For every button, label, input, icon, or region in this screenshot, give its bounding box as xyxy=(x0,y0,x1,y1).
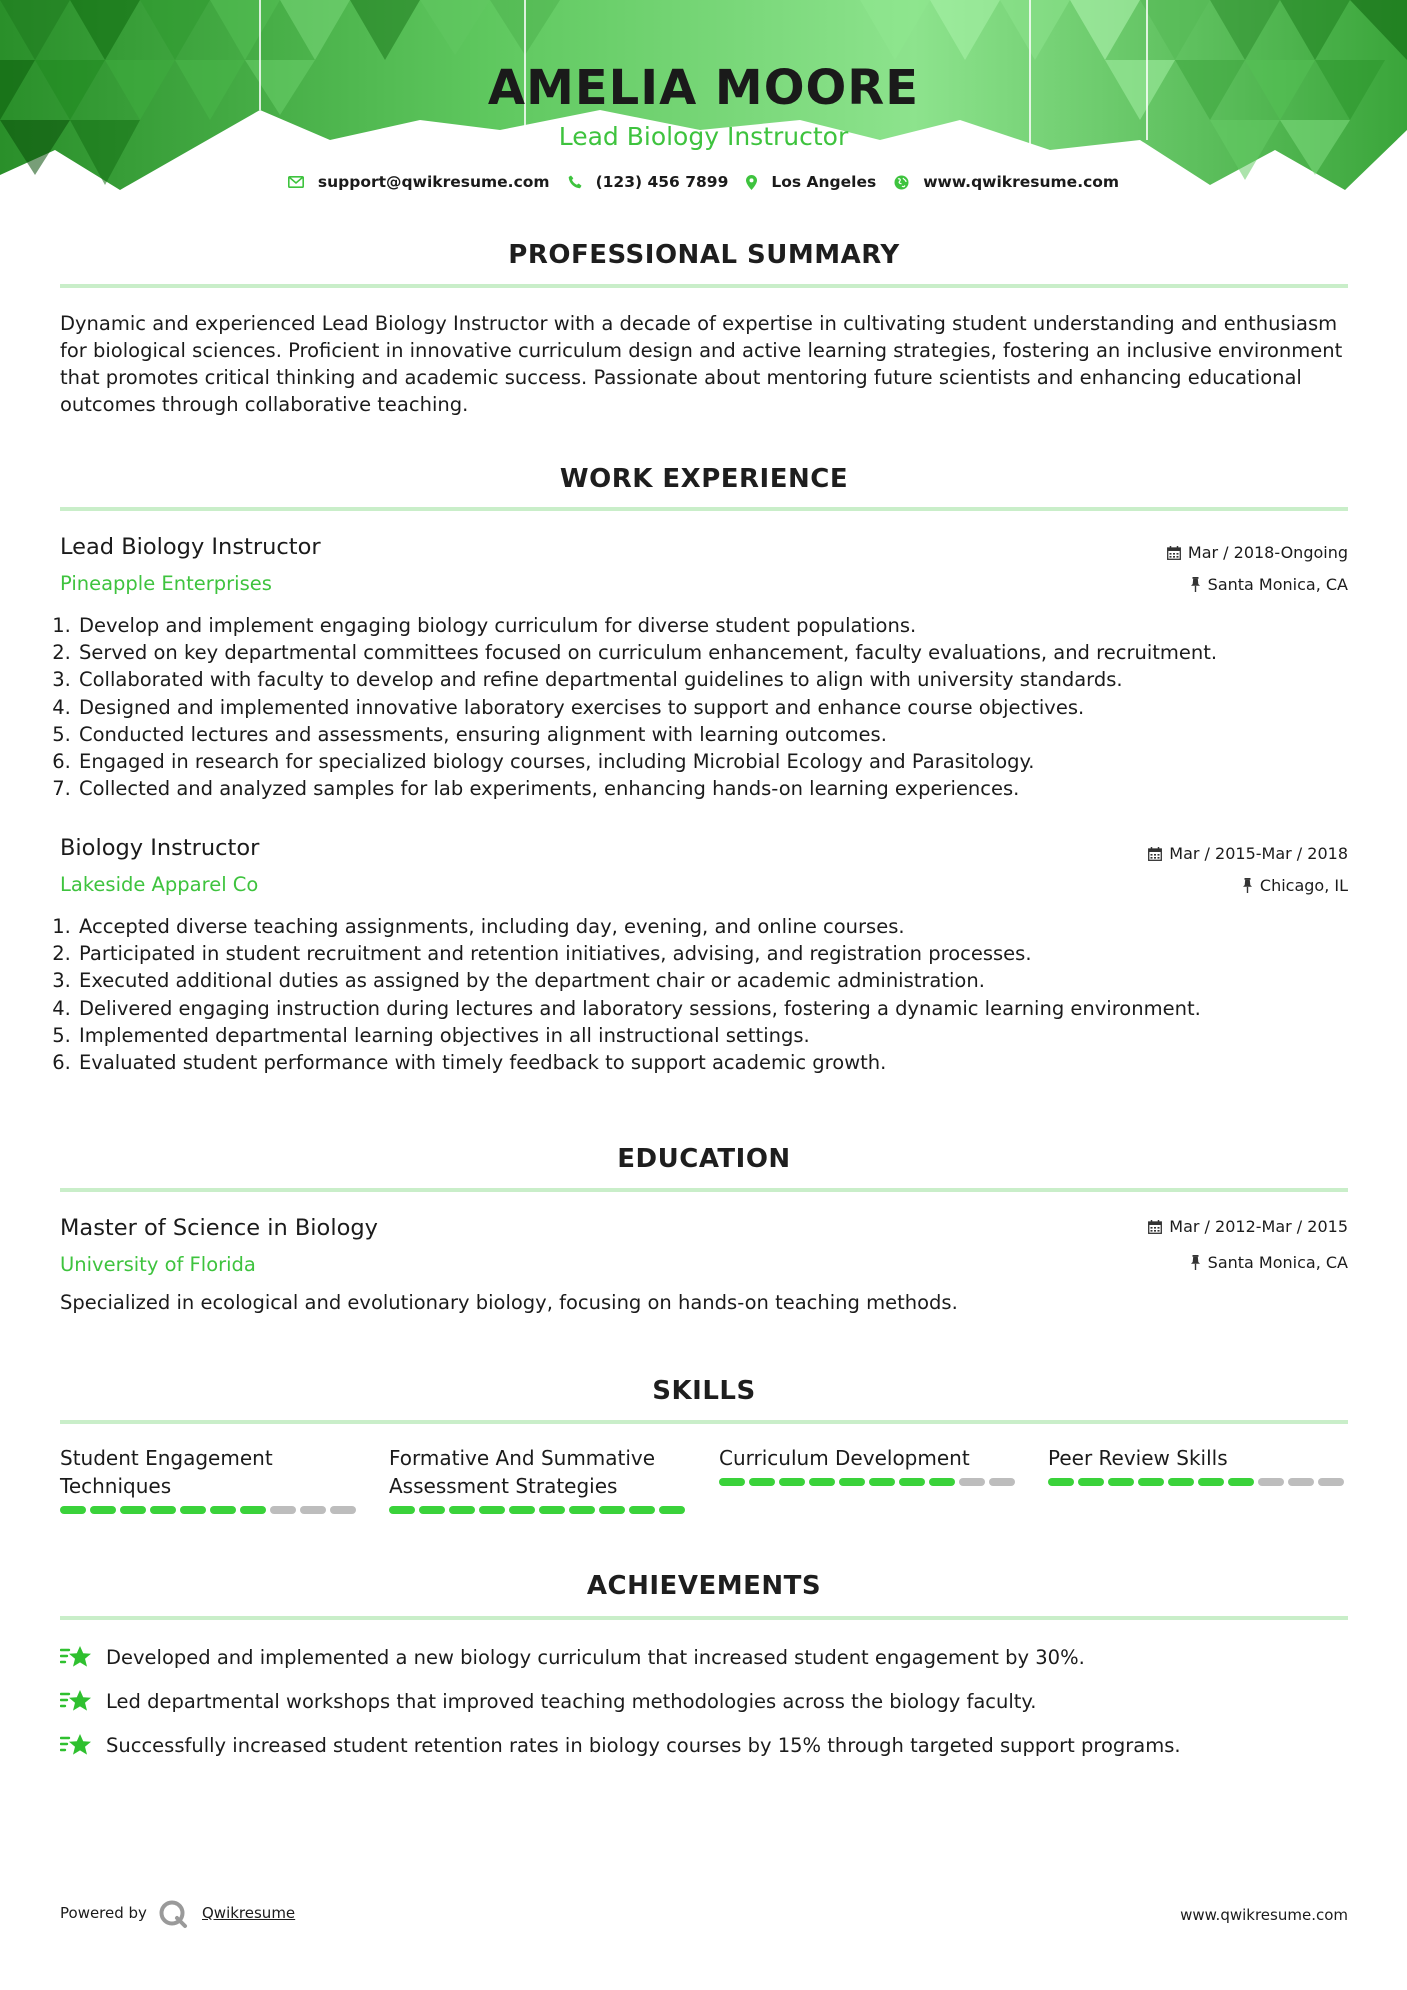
skill-level-segment xyxy=(749,1478,775,1486)
skill-level-segment xyxy=(1228,1478,1254,1486)
skill-level-segment xyxy=(569,1506,595,1514)
skill-item xyxy=(389,1444,689,1514)
job-dates-text: Mar / 2018-Ongoing xyxy=(1187,543,1348,562)
skills-heading: SKILLS xyxy=(652,1376,756,1406)
job-company: Lakeside Apparel Co xyxy=(60,873,259,896)
phone-icon xyxy=(568,175,582,189)
job-role: Lead Biology Instructor xyxy=(60,534,321,560)
skill-level-segment xyxy=(1288,1478,1314,1486)
skill-name-line: Assessment Strategies xyxy=(389,1474,618,1498)
list-item: 1. Accepted diverse teaching assignments, including day, evening, and online courses. xyxy=(77,913,1367,940)
skill-level-segment xyxy=(1078,1478,1104,1486)
summary-divider xyxy=(60,284,1348,288)
achievements-divider xyxy=(60,1616,1348,1620)
skill-name xyxy=(60,1444,360,1500)
skill-item xyxy=(1048,1444,1348,1486)
qwikresume-link[interactable]: Qwikresume xyxy=(202,1904,296,1922)
skills-divider xyxy=(60,1420,1348,1424)
job-location xyxy=(1242,876,1348,895)
skill-name-line: Student Engagement xyxy=(60,1446,273,1470)
job-dates xyxy=(1167,543,1348,562)
skill-level-segment xyxy=(869,1478,895,1486)
education-dates xyxy=(1148,1217,1348,1236)
skill-level-segment xyxy=(120,1506,146,1514)
skill-level-segment xyxy=(210,1506,236,1514)
skill-name: Curriculum Development xyxy=(719,1446,970,1470)
pushpin-icon xyxy=(1190,577,1201,592)
contact-phone[interactable] xyxy=(568,173,729,191)
skill-level-segment xyxy=(180,1506,206,1514)
list-item: 7. Collected and analyzed samples for lab experiments, enhancing hands-on learning experiences. xyxy=(77,775,1367,802)
skill-level-segment xyxy=(539,1506,565,1514)
education-location xyxy=(1190,1253,1348,1272)
achievement-text: Led departmental workshops that improved teaching methodologies across the biology faculty. xyxy=(106,1689,1037,1713)
education-heading: EDUCATION xyxy=(617,1144,791,1174)
achievement-item xyxy=(60,1644,1085,1670)
job-dates xyxy=(1148,844,1348,863)
skill-level-segment xyxy=(1318,1478,1344,1486)
education-divider xyxy=(60,1188,1348,1192)
skill-level-segment xyxy=(599,1506,625,1514)
skill-level-bar xyxy=(60,1506,360,1514)
achievement-text: Developed and implemented a new biology curriculum that increased student engagement by 30%. xyxy=(106,1645,1085,1669)
job-responsibilities xyxy=(53,913,1367,1076)
skill-level-segment xyxy=(929,1478,955,1486)
job-location xyxy=(1190,575,1348,594)
skill-level-segment xyxy=(959,1478,985,1486)
education-location-text: Santa Monica, CA xyxy=(1207,1253,1348,1272)
skill-level-segment xyxy=(779,1478,805,1486)
list-item: 3. Collaborated with faculty to develop and refine departmental guidelines to align with university standards. xyxy=(77,666,1367,693)
location-text: Los Angeles xyxy=(771,173,877,191)
skill-level-segment xyxy=(839,1478,865,1486)
degree-title: Master of Science in Biology xyxy=(60,1215,378,1241)
list-item: 4. Delivered engaging instruction during lectures and laboratory sessions, fostering a dynamic learning environment. xyxy=(77,995,1367,1022)
skill-level-segment xyxy=(899,1478,925,1486)
skill-level-segment xyxy=(449,1506,475,1514)
skill-name xyxy=(389,1444,689,1500)
skill-name-line: Techniques xyxy=(60,1474,172,1498)
star-icon xyxy=(60,1688,93,1714)
map-pin-icon xyxy=(746,175,757,190)
job-role: Biology Instructor xyxy=(60,835,260,861)
job-responsibilities xyxy=(53,612,1367,802)
list-item: 6. Evaluated student performance with timely feedback to support academic growth. xyxy=(77,1049,1367,1076)
skill-level-segment xyxy=(330,1506,356,1514)
skill-level-bar xyxy=(1048,1478,1348,1486)
contact-website[interactable] xyxy=(894,173,1119,191)
list-item: 2. Served on key departmental committees focused on curriculum enhancement, faculty evaluations, and recruitment. xyxy=(77,639,1367,666)
summary-text: Dynamic and experienced Lead Biology Instructor with a decade of expertise in cultivating student understanding and enthusiasm for biological sciences. Proficient in innovative curriculum design and active learning strategies, fostering an inclusive environment that promotes critical thinking and academic success. Passionate about mentoring future scientists and enhancing educational outcomes through collaborative teaching. xyxy=(60,312,1343,416)
experience-divider xyxy=(60,507,1348,511)
skill-name-line: Formative And Summative xyxy=(389,1446,656,1470)
achievement-item xyxy=(60,1732,1181,1758)
list-item: 2. Participated in student recruitment and retention initiatives, advising, and registration processes. xyxy=(77,940,1367,967)
contact-location xyxy=(746,173,876,191)
skill-level-segment xyxy=(989,1478,1015,1486)
globe-icon xyxy=(894,175,909,190)
list-item: 4. Designed and implemented innovative laboratory exercises to support and enhance course objectives. xyxy=(77,694,1367,721)
star-icon xyxy=(60,1732,93,1758)
skill-level-segment xyxy=(719,1478,745,1486)
job-location-text: Santa Monica, CA xyxy=(1207,575,1348,594)
skill-level-segment xyxy=(419,1506,445,1514)
education-description: Specialized in ecological and evolutionary biology, focusing on hands-on teaching methods. xyxy=(60,1291,958,1314)
experience-heading: WORK EXPERIENCE xyxy=(559,464,849,494)
calendar-icon xyxy=(1148,1220,1162,1234)
qwikresume-logo-icon xyxy=(158,1899,188,1929)
skill-level-segment xyxy=(809,1478,835,1486)
envelope-icon xyxy=(288,176,304,188)
footer-website[interactable]: www.qwikresume.com xyxy=(1180,1906,1348,1924)
skill-name: Peer Review Skills xyxy=(1048,1446,1228,1470)
job-location-text: Chicago, IL xyxy=(1259,876,1348,895)
powered-by-label: Powered by xyxy=(60,1904,147,1922)
skill-level-segment xyxy=(1198,1478,1224,1486)
skill-level-segment xyxy=(270,1506,296,1514)
skill-level-segment xyxy=(629,1506,655,1514)
pushpin-icon xyxy=(1190,1255,1201,1270)
email-text: support@qwikresume.com xyxy=(317,173,550,191)
skill-item xyxy=(719,1444,1019,1486)
contact-bar xyxy=(0,173,1407,191)
candidate-name: AMELIA MOORE xyxy=(487,60,920,116)
skill-level-segment xyxy=(90,1506,116,1514)
skill-level-segment xyxy=(509,1506,535,1514)
list-item: 5. Implemented departmental learning objectives in all instructional settings. xyxy=(77,1022,1367,1049)
skill-level-segment xyxy=(1138,1478,1164,1486)
skill-level-segment xyxy=(1048,1478,1074,1486)
list-item: 3. Executed additional duties as assigned by the department chair or academic administration. xyxy=(77,967,1367,994)
calendar-icon xyxy=(1148,847,1162,861)
skill-item xyxy=(60,1444,360,1514)
skill-level-segment xyxy=(479,1506,505,1514)
skill-level-segment xyxy=(1258,1478,1284,1486)
list-item: 6. Engaged in research for specialized biology courses, including Microbial Ecology and Parasitology. xyxy=(77,748,1367,775)
skill-level-bar xyxy=(389,1506,689,1514)
skill-level-segment xyxy=(300,1506,326,1514)
candidate-title: Lead Biology Instructor xyxy=(558,122,849,151)
list-item: 5. Conducted lectures and assessments, ensuring alignment with learning outcomes. xyxy=(77,721,1367,748)
phone-text: (123) 456 7899 xyxy=(595,173,729,191)
website-text: www.qwikresume.com xyxy=(923,173,1120,191)
education-dates-text: Mar / 2012-Mar / 2015 xyxy=(1169,1217,1348,1236)
skill-level-segment xyxy=(240,1506,266,1514)
achievements-heading: ACHIEVEMENTS xyxy=(586,1571,822,1601)
job-dates-text: Mar / 2015-Mar / 2018 xyxy=(1169,844,1348,863)
summary-heading: PROFESSIONAL SUMMARY xyxy=(508,240,900,270)
star-icon xyxy=(60,1644,93,1670)
skill-level-segment xyxy=(659,1506,685,1514)
skill-level-segment xyxy=(150,1506,176,1514)
job-company: Pineapple Enterprises xyxy=(60,572,272,595)
list-item: 1. Develop and implement engaging biology curriculum for diverse student populations. xyxy=(77,612,1367,639)
achievement-text: Successfully increased student retention rates in biology courses by 15% through targeted support programs. xyxy=(106,1733,1181,1757)
skill-level-segment xyxy=(389,1506,415,1514)
achievement-item xyxy=(60,1688,1036,1714)
skill-level-segment xyxy=(1108,1478,1134,1486)
skill-level-segment xyxy=(1168,1478,1194,1486)
calendar-icon xyxy=(1167,546,1181,560)
skill-level-bar xyxy=(719,1478,1019,1486)
contact-email[interactable] xyxy=(288,173,550,191)
school-name: University of Florida xyxy=(60,1253,256,1276)
skill-level-segment xyxy=(60,1506,86,1514)
pushpin-icon xyxy=(1242,878,1253,893)
